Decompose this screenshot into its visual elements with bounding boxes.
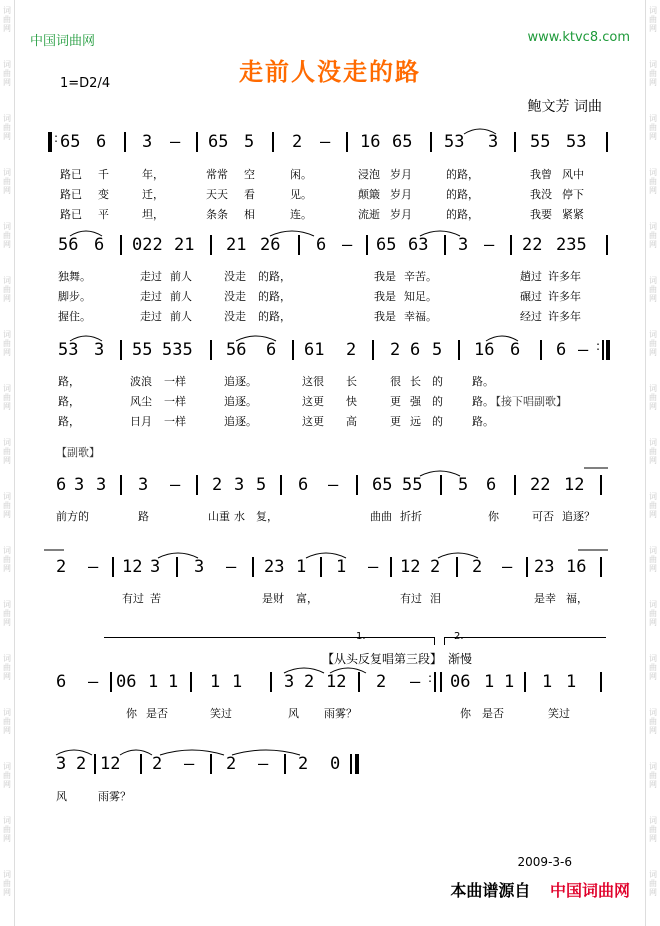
lyrics-row: 路， 日月 一样 追逐。 这更 高 更 远 的 路。 xyxy=(58,415,494,428)
score-line-6: 6 – 06 1 1 1 1 3 2 12 2 – : 06 1 1 1 1 xyxy=(0,671,660,693)
key-signature: 1=D2/4 xyxy=(60,76,111,91)
note: 3 xyxy=(142,132,153,152)
watermark-glyph: 词 曲 网 xyxy=(3,708,11,735)
score-line-3: 53 3 55 535 56 6 61 2 2 6 5 16 6 6 – : xyxy=(0,339,660,361)
score-line-4: 6 3 3 3 – 2 3 5 6 – 65 55 5 6 22 12 xyxy=(0,474,660,496)
to-chorus-note: 【接下唱副歌】 xyxy=(490,395,567,408)
score-line-2: 56 6 022 21 21 26 6 – 65 63 3 – 22 235 xyxy=(0,234,660,256)
watermark-glyph: 词 曲 网 xyxy=(649,762,657,789)
watermark-glyph: 词 曲 网 xyxy=(3,6,11,33)
source-brand[interactable]: 中国词曲网 xyxy=(549,881,630,900)
lyrics-row: 独舞。 走过 前人 没走 的路， 我是 辛苦。 趟过 许多年 xyxy=(58,270,581,283)
watermark-glyph: 词 曲 网 xyxy=(3,222,11,249)
watermark-glyph: 词 曲 网 xyxy=(649,546,657,573)
site-url[interactable]: www.ktvc8.com xyxy=(527,30,630,45)
watermark-glyph: 词 曲 网 xyxy=(649,600,657,627)
volta-2: 2. xyxy=(454,631,464,642)
repeat-note: 【从头反复唱第三段】 xyxy=(322,652,443,666)
tie-marks xyxy=(0,124,660,136)
site-name[interactable]: 中国词曲网 xyxy=(30,34,96,49)
note: 5 xyxy=(244,132,255,152)
score-line-7: 3 2 12 2 – 2 – 2 0 xyxy=(0,753,660,775)
watermark-glyph: 词 曲 网 xyxy=(3,600,11,627)
note: 16 xyxy=(360,132,381,152)
lyrics-row: 你 是否 笑过 风 雨雾？ 你 是否 笑过 xyxy=(126,707,570,720)
note: 55 xyxy=(530,132,551,152)
date: 2009-3-6 xyxy=(517,855,572,869)
composer: 鲍文芳 词曲 xyxy=(527,99,602,115)
song-title: 走前人没走的路 xyxy=(239,58,421,86)
note: 53 xyxy=(444,132,465,152)
watermark-glyph: 词 曲 网 xyxy=(3,276,11,303)
tie-marks xyxy=(0,745,660,757)
watermark-glyph: 词 曲 网 xyxy=(3,168,11,195)
watermark-glyph: 词 曲 网 xyxy=(3,384,11,411)
score-line-5: 2 – 12 3 3 – 23 1 1 – 12 2 2 – 23 16 xyxy=(0,556,660,578)
volta-2-line xyxy=(444,637,606,638)
watermark-glyph: 词 曲 网 xyxy=(649,654,657,681)
lyrics-row: 路， 风尘 一样 追逐。 这更 快 更 强 的 路。 【接下唱副歌】 xyxy=(58,395,567,408)
score-line-1: : 65 6 3 – 65 5 2 – 16 65 53 3 55 53 xyxy=(0,131,660,153)
lyrics-row: 脚步。 走过 前人 没走 的路， 我是 知足。 碾过 许多年 xyxy=(58,290,581,303)
watermark-glyph: 词 曲 网 xyxy=(649,276,657,303)
watermark-glyph: 词 曲 网 xyxy=(649,492,657,519)
note: 65 xyxy=(60,132,81,152)
chorus-label-row xyxy=(0,444,660,462)
watermark-glyph: 词 曲 网 xyxy=(649,816,657,843)
lyrics-row: 风 雨雾？ xyxy=(56,790,131,803)
note: 6 xyxy=(96,132,107,152)
lyrics-row: 有过 苦 是财 富， 有过 泪 是幸 福， xyxy=(122,592,588,605)
note: 2 xyxy=(292,132,303,152)
chorus-label: 【副歌】 xyxy=(56,446,100,459)
source-footer xyxy=(450,878,630,901)
watermark-glyph: 词 曲 网 xyxy=(649,438,657,465)
lyrics-row: 路已 千 年， 常常 空 闲。 浸泡 岁月 的路， 我曾 风中 xyxy=(60,168,584,181)
watermark-glyph: 词 曲 网 xyxy=(3,816,11,843)
lyrics-row: 路已 平 坦， 条条 相 连。 流逝 岁月 的路， 我要 紧紧 xyxy=(60,208,584,221)
watermark-glyph: 词 曲 网 xyxy=(649,60,657,87)
note: – xyxy=(170,132,181,152)
watermark-glyph: 词 曲 网 xyxy=(3,546,11,573)
note: 3 xyxy=(488,132,499,152)
watermark-glyph: 词 曲 网 xyxy=(3,870,11,897)
lyrics-row: 前方的 路 山重 水 复， 曲曲 折折 你 可否 追逐？ xyxy=(56,510,595,523)
watermark-glyph: 词 曲 网 xyxy=(3,438,11,465)
watermark-glyph: 词 曲 网 xyxy=(649,168,657,195)
watermark-glyph: 词 曲 网 xyxy=(3,762,11,789)
lyrics-row: 握住。 走过 前人 没走 的路， 我是 幸福。 经过 许多年 xyxy=(58,310,581,323)
watermark-glyph: 词 曲 网 xyxy=(649,330,657,357)
lyrics-row: 路已 变 迁， 天天 看 见。 颠簸 岁月 的路， 我没 停下 xyxy=(60,188,584,201)
watermark-glyph: 词 曲 网 xyxy=(3,492,11,519)
watermark-glyph: 词 曲 网 xyxy=(649,6,657,33)
watermark-glyph: 词 曲 网 xyxy=(649,384,657,411)
watermark-glyph: 词 曲 网 xyxy=(649,222,657,249)
note: – xyxy=(320,132,331,152)
tie-marks xyxy=(0,331,660,343)
watermark-glyph: 词 曲 网 xyxy=(3,330,11,357)
watermark-glyph: 词 曲 网 xyxy=(649,114,657,141)
watermark-glyph: 词 曲 网 xyxy=(3,654,11,681)
lyrics-row: 路， 波浪 一样 追逐。 这很 长 很 长 的 路。 xyxy=(58,375,494,388)
tie-marks xyxy=(0,226,660,238)
ritardando-note: 渐慢 xyxy=(448,652,473,666)
watermark-glyph: 词 曲 网 xyxy=(3,114,11,141)
watermark-glyph: 词 曲 网 xyxy=(3,60,11,87)
note: 53 xyxy=(566,132,587,152)
tie-marks xyxy=(0,466,660,478)
note: 65 xyxy=(392,132,413,152)
tie-marks xyxy=(0,663,660,675)
note: 65 xyxy=(208,132,229,152)
tie-marks xyxy=(0,548,660,560)
volta-1: 1. xyxy=(356,631,366,642)
watermark-glyph: 词 曲 网 xyxy=(649,870,657,897)
source-label: 本曲谱源自 xyxy=(450,881,531,900)
volta-1-line xyxy=(104,637,434,638)
watermark-glyph: 词 曲 网 xyxy=(649,708,657,735)
